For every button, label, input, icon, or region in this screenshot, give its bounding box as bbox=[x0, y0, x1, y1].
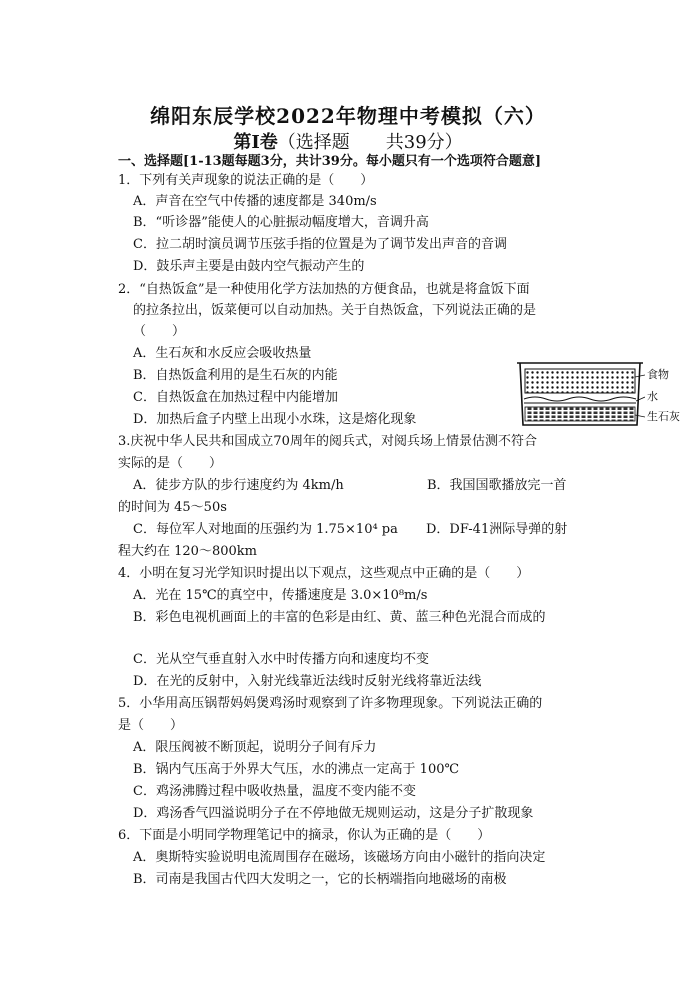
q2-option-b: B．自热饭盒利用的是生石灰的内能 bbox=[133, 368, 338, 383]
q6-option-a: A．奥斯特实验说明电流周围存在磁场，该磁场方向由小磁针的指向决定 bbox=[133, 850, 546, 865]
q5-stem-line1: 5．小华用高压锅帮妈妈煲鸡汤时观察到了许多物理现象。下列说法正确的 bbox=[118, 696, 543, 711]
lunchbox-figure bbox=[515, 355, 690, 430]
q4-stem: 4．小明在复习光学知识时提出以下观点，这些观点中正确的是（ ） bbox=[118, 566, 530, 581]
part-desc: （选择题 共39分） bbox=[277, 132, 463, 153]
q3-option-a: A．徒步方队的步行速度约为 4km/h bbox=[133, 478, 344, 493]
q3-stem-line1: 3.庆祝中华人民共和国成立70周年的阅兵式，对阅兵场上情景估测不符合 bbox=[118, 434, 537, 449]
exam-subtitle bbox=[0, 128, 696, 154]
q2-option-a: A．生石灰和水反应会吸收热量 bbox=[133, 346, 312, 361]
q2-option-c: C．自热饭盒在加热过程中内能增加 bbox=[133, 390, 338, 405]
q3-option-d-part1: D．DF-41洲际导弹的射 bbox=[426, 522, 568, 537]
q3-option-b-part2: 的时间为 45～50s bbox=[118, 500, 227, 515]
exam-title: 绵阳东辰学校2022年物理中考模拟（六） bbox=[150, 104, 546, 128]
part-label: 第Ⅰ卷 bbox=[233, 132, 278, 153]
label-water: 水 bbox=[647, 390, 658, 403]
q1-stem: 1．下列有关声现象的说法正确的是（ ） bbox=[118, 173, 374, 188]
q1-option-a: A．声音在空气中传播的速度都是 340m/s bbox=[133, 194, 377, 209]
label-lime: 生石灰 bbox=[647, 410, 680, 423]
q1-option-d: D．鼓乐声主要是由鼓内空气振动产生的 bbox=[133, 259, 365, 274]
q4-option-b: B．彩色电视机画面上的丰富的色彩是由红、黄、蓝三种色光混合而成的 bbox=[133, 610, 546, 625]
section-heading: 一、选择题[1-13题每题3分，共计39分。每小题只有一个选项符合题意] bbox=[118, 154, 541, 169]
q5-option-d: D．鸡汤香气四溢说明分子在不停地做无规则运动，这是分子扩散现象 bbox=[133, 806, 534, 821]
q5-option-a: A．限压阀被不断顶起，说明分子间有斥力 bbox=[133, 740, 377, 755]
q6-stem: 6．下面是小明同学物理笔记中的摘录，你认为正确的是（ ） bbox=[118, 828, 491, 843]
q4-option-d: D．在光的反射中，入射光线靠近法线时反射光线将靠近法线 bbox=[133, 674, 482, 689]
q3-option-b-part1: B．我国国歌播放完一首 bbox=[427, 478, 567, 493]
q5-option-c: C．鸡汤沸腾过程中吸收热量，温度不变内能不变 bbox=[133, 784, 416, 799]
q2-stem-line1: 2．“自热饭盒”是一种使用化学方法加热的方便食品，也就是将盒饭下面 bbox=[118, 282, 530, 297]
q6-option-b: B．司南是我国古代四大发明之一，它的长柄端指向地磁场的南极 bbox=[133, 872, 507, 887]
q3-stem-line2: 实际的是（ ） bbox=[118, 456, 223, 471]
q3-option-c: C．每位军人对地面的压强约为 1.75×10⁴ pa bbox=[133, 522, 398, 537]
q2-option-d: D．加热后盒子内壁上出现小水珠，这是熔化现象 bbox=[133, 412, 417, 427]
lunchbox-diagram bbox=[515, 355, 645, 430]
q5-option-b: B．锅内气压高于外界大气压，水的沸点一定高于 100℃ bbox=[133, 762, 460, 777]
q3-option-d-part2: 程大约在 120～800km bbox=[118, 544, 257, 559]
q5-stem-line2: 是（ ） bbox=[118, 718, 184, 733]
q4-option-c: C．光从空气垂直射入水中时传播方向和速度均不变 bbox=[133, 652, 429, 667]
label-food: 食物 bbox=[647, 368, 669, 381]
q2-stem-line2: 的拉条拉出，饭菜便可以自动加热。关于自热饭盒，下列说法正确的是 bbox=[133, 303, 537, 318]
q1-option-c: C．拉二胡时演员调节压弦手指的位置是为了调节发出声音的音调 bbox=[133, 237, 507, 252]
q1-option-b: B．“听诊器”能使人的心脏振动幅度增大，音调升高 bbox=[133, 215, 429, 230]
q4-option-a: A．光在 15℃的真空中，传播速度是 3.0×10⁸m/s bbox=[133, 588, 428, 603]
q2-stem-line3: （ ） bbox=[133, 324, 186, 339]
